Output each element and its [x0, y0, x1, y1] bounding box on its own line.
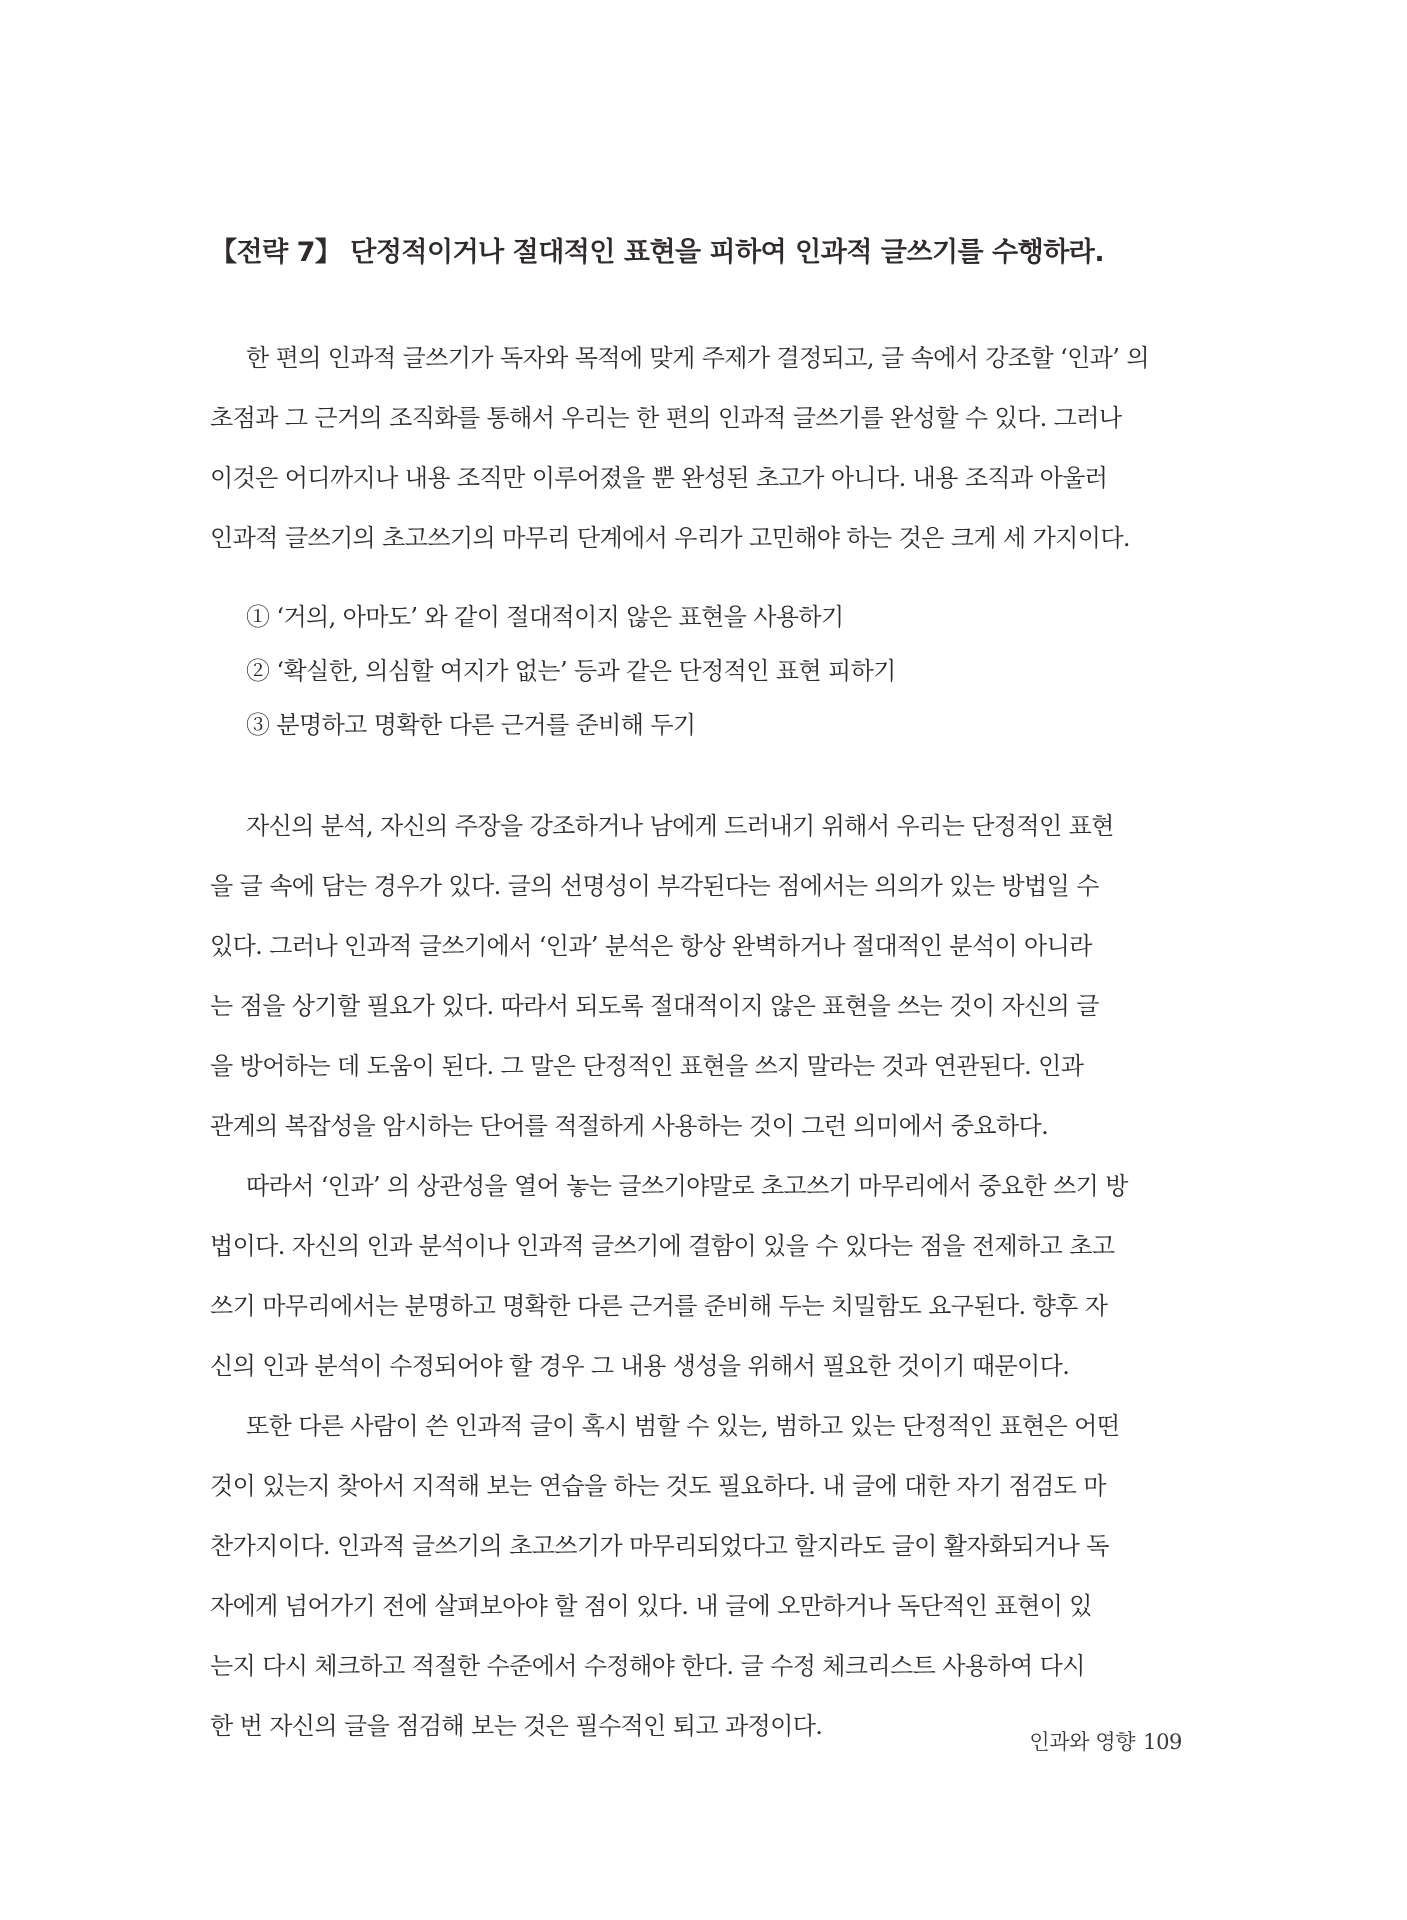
text-line: 것이 있는지 찾아서 지적해 보는 연습을 하는 것도 필요하다. 내 글에 대한 자기 점검도 마: [210, 1472, 1106, 1500]
text-line: 따라서 ‘인과’ 의 상관성을 열어 놓는 글쓰기야말로 초고쓰기 마무리에서 중요한 쓰기 방: [246, 1172, 1128, 1200]
text-line: 관계의 복잡성을 암시하는 단어를 적절하게 사용하는 것이 그런 의미에서 중요하다.: [210, 1112, 1049, 1140]
page-footer: [1021, 1726, 1182, 1756]
text-line: 찬가지이다. 인과적 글쓰기의 초고쓰기가 마무리되었다고 할지라도 글이 활자화되거나 독: [210, 1532, 1109, 1560]
text-line: 한 번 자신의 글을 점검해 보는 것은 필수적인 퇴고 과정이다.: [210, 1712, 823, 1740]
text-line: 인과적 글쓰기의 초고쓰기의 마무리 단계에서 우리가 고민해야 하는 것은 크게 세 가지이다.: [210, 524, 1130, 552]
text-line: 쓰기 마무리에서는 분명하고 명확한 다른 근거를 준비해 두는 치밀함도 요구된다. 향후 자: [210, 1292, 1108, 1320]
text-line: 는 점을 상기할 필요가 있다. 따라서 되도록 절대적이지 않은 표현을 쓰는 것이 자신의 글: [210, 992, 1099, 1020]
text-line: 있다. 그러나 인과적 글쓰기에서 ‘인과’ 분석은 항상 완벽하거나 절대적인 분석이 아니라: [210, 932, 1092, 960]
text-line: 을 글 속에 담는 경우가 있다. 글의 선명성이 부각된다는 점에서는 의의가 있는 방법일 수: [210, 872, 1099, 900]
text-line: 법이다. 자신의 인과 분석이나 인과적 글쓰기에 결함이 있을 수 있다는 점을 전제하고 초고: [210, 1232, 1115, 1260]
text-line: 을 방어하는 데 도움이 된다. 그 말은 단정적인 표현을 쓰지 말라는 것과 연관된다. 인과: [210, 1052, 1084, 1080]
text-line: 신의 인과 분석이 수정되어야 할 경우 그 내용 생성을 위해서 필요한 것이기 때문이다.: [210, 1352, 1070, 1380]
page-number: 109: [1143, 1730, 1182, 1754]
paragraph-body: [210, 796, 1180, 1756]
text-line: 자에게 넘어가기 전에 살펴보아야 할 점이 있다. 내 글에 오만하거나 독단적인 표현이 있: [210, 1592, 1092, 1620]
footer-section-title: 인과와 영향: [1029, 1730, 1136, 1754]
text-line: 초점과 그 근거의 조직화를 통해서 우리는 한 편의 인과적 글쓰기를 완성할 수 있다. 그러나: [210, 404, 1122, 432]
text-line: 또한 다른 사람이 쓴 인과적 글이 혹시 범할 수 있는, 범하고 있는 단정적인 표현은 어떤: [246, 1412, 1120, 1440]
list-item: ③ 분명하고 명확한 다른 근거를 준비해 두기: [246, 711, 696, 739]
list-item: ② ‘확실한, 의심할 여지가 없는’ 등과 같은 단정적인 표현 피하기: [246, 657, 896, 685]
strategy-list: [246, 590, 1146, 752]
text-line: 이것은 어디까지나 내용 조직만 이루어졌을 뿐 완성된 초고가 아니다. 내용 조직과 아울러: [210, 464, 1108, 492]
section-heading: 【전략 7】 단정적이거나 절대적인 표현을 피하여 인과적 글쓰기를 수행하라.: [210, 237, 1105, 268]
text-line: 한 편의 인과적 글쓰기가 독자와 목적에 맞게 주제가 결정되고, 글 속에서 강조할 ‘인과’ 의: [246, 344, 1149, 372]
text-line: 는지 다시 체크하고 적절한 수준에서 수정해야 한다. 글 수정 체크리스트 사용하여 다시: [210, 1652, 1085, 1680]
paragraph-intro: [210, 328, 1180, 568]
list-item: ① ‘거의, 아마도’ 와 같이 절대적이지 않은 표현을 사용하기: [246, 603, 844, 631]
text-line: 자신의 분석, 자신의 주장을 강조하거나 남에게 드러내기 위해서 우리는 단정적인 표현: [246, 812, 1114, 840]
